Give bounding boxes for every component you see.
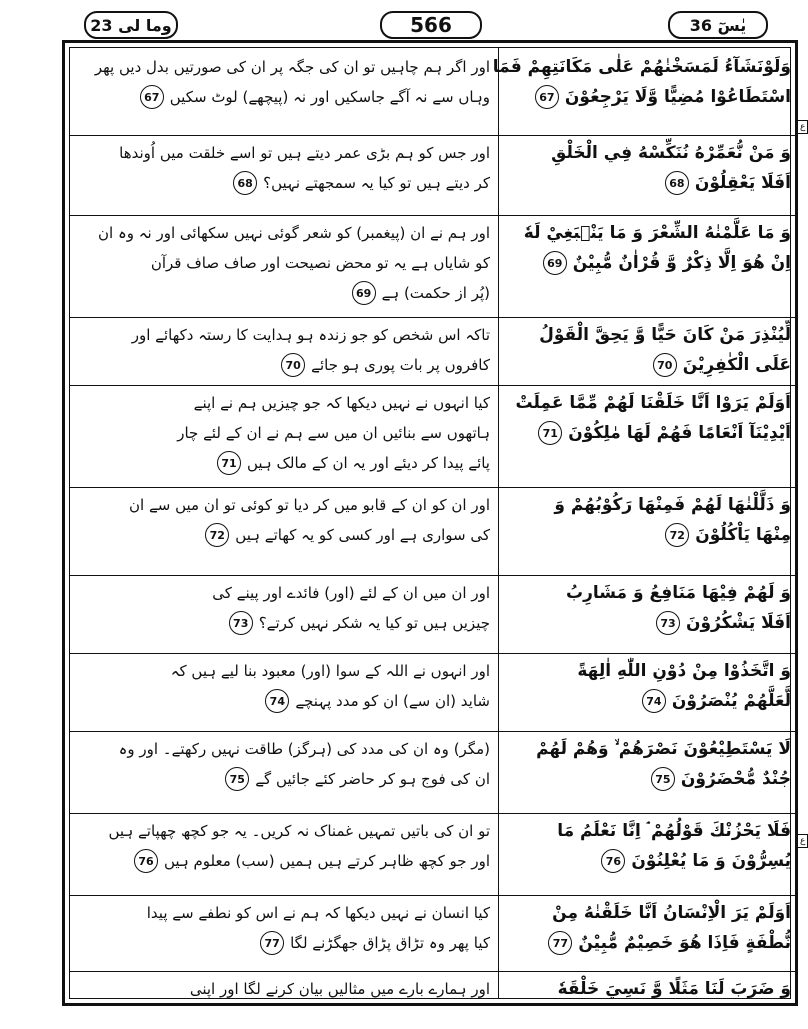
- urdu-line: [80, 218, 490, 248]
- urdu-text: کیا انہوں نے نہیں دیکھا کہ جو چیزیں ہم نے اپنے: [193, 394, 490, 412]
- urdu-text: اور انہوں نے اللہ کے سوا (اور) معبود بنا لیے ہیں کہ: [170, 662, 490, 680]
- arabic-text: جُنْدٌ مُّحْضَرُوْنَ: [680, 769, 791, 789]
- arabic-line: [505, 168, 791, 198]
- ayah-separator: [499, 135, 796, 136]
- arabic-line: [505, 218, 791, 248]
- urdu-text: کی سواری ہے اور کسی کو یہ کھاتے ہیں: [235, 526, 490, 544]
- arabic-line: [505, 816, 791, 846]
- urdu-text: کافروں پر بات پوری ہو جائے: [311, 356, 490, 374]
- arabic-text: وَ ضَرَبَ لَنَا مَثَلًا وَّ نَسِيَ خَلْقَهٗ: [557, 979, 791, 999]
- urdu-line: [80, 278, 490, 308]
- urdu-line: [80, 734, 490, 764]
- urdu-text: ہاتھوں سے بنائیں ان میں سے ہم نے ان کے لئے چار: [177, 424, 490, 442]
- urdu-line: [80, 490, 490, 520]
- ayah-number-marker: 74: [642, 689, 666, 713]
- ayah-number-marker: 67: [535, 85, 559, 109]
- arabic-line: [505, 138, 791, 168]
- urdu-text: کیا انسان نے نہیں دیکھا کہ ہم نے اس کو نطفے سے پیدا: [146, 904, 490, 922]
- ayah-separator: [499, 215, 796, 216]
- arabic-line: [505, 320, 791, 350]
- urdu-line: [80, 578, 490, 608]
- ayah-separator: [70, 215, 498, 216]
- urdu-translation-column: [70, 48, 498, 998]
- urdu-text: وہاں سے نہ آگے جاسکیں اور نہ (پیچھے) لوٹ سکیں: [169, 88, 490, 106]
- urdu-line: [80, 248, 490, 278]
- arabic-text: وَ مَنْ نُّعَمِّرْهُ نُنَكِّسْهُ فِي الْخَلْقِ: [551, 143, 791, 163]
- urdu-text: اور ان میں ان کے لئے (اور) فائدے اور پینے کی: [212, 584, 490, 602]
- arabic-line: [492, 52, 791, 82]
- text-frame: [62, 40, 806, 1006]
- urdu-text: تو ان کی باتیں تمہیں غمناک نہ کریں۔ یہ جو کچھ چھپاتے ہیں: [108, 822, 490, 840]
- urdu-text: کر دیتے ہیں تو کیا یہ سمجھتے نہیں؟: [263, 174, 490, 192]
- ayah-number-marker: 75: [225, 767, 249, 791]
- ayah-separator: [70, 135, 498, 136]
- urdu-text: (مگر) وہ ان کی مدد کی (ہرگز) طاقت نہیں رکھتے۔ اور وہ: [118, 740, 490, 758]
- arabic-text: اِنْ هُوَ اِلَّا ذِكْرٌ وَّ قُرْاٰنٌ مُّبِيْنٌ: [572, 253, 791, 273]
- urdu-line: [80, 520, 490, 550]
- urdu-line: [80, 764, 490, 794]
- arabic-line: [505, 418, 791, 448]
- ayah-number-marker: 67: [140, 85, 164, 109]
- urdu-line: [80, 168, 490, 198]
- arabic-line: [505, 898, 791, 928]
- arabic-text: اَوَلَمْ يَرَ الْاِنْسَانُ اَنَّا خَلَقْنٰهُ مِنْ: [552, 903, 791, 923]
- arabic-text: فَلَا يَحْزُنْكَ قَوْلُهُمْ ۘ اِنَّا نَعْلَمُ مَا: [557, 821, 791, 841]
- ayah-number-marker: 68: [665, 171, 689, 195]
- urdu-line: [80, 816, 490, 846]
- ayah-separator: [70, 653, 498, 654]
- arabic-text: نُّطْفَةٍ فَاِذَا هُوَ خَصِيْمٌ مُّبِيْنٌ: [578, 933, 791, 953]
- arabic-text: وَ لَهُمْ فِيْهَا مَنَافِعُ وَ مَشَارِبُ: [565, 583, 791, 603]
- arabic-text: يُسِرُّوْنَ وَ مَا يُعْلِنُوْنَ: [631, 851, 791, 871]
- urdu-text: تاکہ اس شخص کو جو زندہ ہو ہدایت کا رستہ دکھائے اور: [131, 326, 490, 344]
- ayah-number-marker: 77: [260, 931, 284, 955]
- arabic-line: [505, 608, 791, 638]
- urdu-text: اور ہمارے بارے میں مثالیں بیان کرنے لگا اور اپنی: [189, 980, 490, 998]
- ayah-number-marker: 76: [134, 849, 158, 873]
- page-number: 566: [380, 11, 482, 39]
- ayah-number-marker: 70: [653, 353, 677, 377]
- arabic-text-column: [492, 48, 796, 999]
- urdu-text: کیا پھر وہ تڑاق پڑاق جھگڑنے لگا: [290, 934, 490, 952]
- ayah-separator: [70, 971, 498, 972]
- arabic-line: [505, 686, 791, 716]
- urdu-line: [80, 418, 490, 448]
- urdu-line: [80, 974, 490, 1004]
- arabic-text: وَ مَا عَلَّمْنٰهُ الشِّعْرَ وَ مَا يَنْۢبَغِيْ لَهٗ: [523, 223, 791, 243]
- urdu-text: اور ان کو ان کے قابو میں کر دیا تو کوئی تو ان میں سے ان: [129, 496, 490, 514]
- ayah-separator: [499, 575, 796, 576]
- arabic-text: وَلَوْنَشَآءُ لَمَسَخْنٰهُمْ عَلٰى مَكَانَتِهِمْ فَمَا: [492, 57, 791, 77]
- ayah-separator: [499, 317, 796, 318]
- arabic-line: [505, 490, 791, 520]
- arabic-line: [505, 578, 791, 608]
- urdu-text: پائے پیدا کر دیئے اور یہ ان کے مالک ہیں: [246, 454, 490, 472]
- surah-label: یٰسٓ 36: [668, 11, 768, 39]
- urdu-line: [80, 52, 490, 82]
- urdu-text: (پُر از حکمت) ہے: [381, 284, 490, 302]
- arabic-text: لِّيُنْذِرَ مَنْ كَانَ حَيًّا وَّ يَحِقَّ الْقَوْلُ: [539, 325, 791, 345]
- ayah-number-marker: 74: [265, 689, 289, 713]
- urdu-text: اور ہم نے ان (پیغمبر) کو شعر گوئی نہیں سکھائی اور نہ وہ ان: [98, 224, 490, 242]
- arabic-text: وَ اتَّخَذُوْا مِنْ دُوْنِ اللّٰهِ اٰلِهَةً: [577, 661, 791, 681]
- arabic-line: [505, 764, 791, 794]
- urdu-text: اور اگر ہم چاہیں تو ان کی جگہ پر ان کی صورتیں بدل دیں پھر: [94, 58, 490, 76]
- ayah-number-marker: 70: [281, 353, 305, 377]
- ayah-separator: [499, 385, 796, 386]
- ayah-separator: [70, 813, 498, 814]
- part-label: وما لی 23: [84, 11, 178, 39]
- ayah-number-marker: 68: [233, 171, 257, 195]
- arabic-text: اَفَلَا يَعْقِلُوْنَ: [694, 173, 791, 193]
- arabic-line: [505, 82, 791, 112]
- arabic-text: مِنْهَا يَاْكُلُوْنَ: [695, 525, 791, 545]
- ayah-separator: [70, 895, 498, 896]
- urdu-text: ان کی فوج ہو کر حاضر کئے جائیں گے: [255, 770, 490, 788]
- arabic-text: اَيْدِيْنَآ اَنْعَامًا فَهُمْ لَهَا مٰلِكُوْنَ: [568, 423, 791, 443]
- arabic-text: عَلَى الْكٰفِرِيْنَ: [682, 355, 791, 375]
- quran-page: [62, 10, 806, 1015]
- urdu-line: [80, 898, 490, 928]
- ayah-number-marker: 75: [651, 767, 675, 791]
- arabic-line: [505, 928, 791, 958]
- ayah-separator: [70, 385, 498, 386]
- ayah-separator: [499, 653, 796, 654]
- urdu-line: [80, 320, 490, 350]
- arabic-text: اَفَلَا يَشْكُرُوْنَ: [685, 613, 791, 633]
- ayah-number-marker: 73: [656, 611, 680, 635]
- urdu-line: [80, 686, 490, 716]
- urdu-line: [80, 846, 490, 876]
- arabic-line: [505, 974, 791, 1004]
- ayah-separator: [499, 731, 796, 732]
- ayah-separator: [70, 487, 498, 488]
- arabic-text: اَوَلَمْ يَرَوْا اَنَّا خَلَقْنَا لَهُمْ مِّمَّا عَمِلَتْ: [515, 393, 791, 413]
- ayah-number-marker: 71: [217, 451, 241, 475]
- urdu-line: [80, 138, 490, 168]
- urdu-line: [80, 608, 490, 638]
- ayah-separator: [499, 487, 796, 488]
- ayah-separator: [70, 575, 498, 576]
- urdu-line: [80, 388, 490, 418]
- urdu-line: [80, 448, 490, 478]
- urdu-text: شاید (ان سے) ان کو مدد پہنچے: [295, 692, 490, 710]
- urdu-line: [80, 350, 490, 380]
- ayah-separator: [499, 971, 796, 972]
- urdu-line: [80, 928, 490, 958]
- arabic-text: اسْتَطَاعُوْا مُضِيًّا وَّلَا يَرْجِعُوْنَ: [564, 87, 791, 107]
- ayah-number-marker: 72: [205, 523, 229, 547]
- urdu-text: کو شایاں ہے یہ تو محض نصیحت اور صاف صاف قرآن: [150, 254, 490, 272]
- arabic-line: [505, 656, 791, 686]
- ayah-separator: [70, 317, 498, 318]
- arabic-line: [505, 520, 791, 550]
- ayah-number-marker: 69: [352, 281, 376, 305]
- ayah-number-marker: 71: [538, 421, 562, 445]
- urdu-text: اور جو کچھ ظاہر کرتے ہیں ہمیں (سب) معلوم ہیں: [164, 852, 490, 870]
- arabic-text: وَ ذَلَّلْنٰهَا لَهُمْ فَمِنْهَا رَكُوْبُهُمْ وَ: [554, 495, 791, 515]
- arabic-line: [505, 734, 791, 764]
- arabic-text: لَا يَسْتَطِيْعُوْنَ نَصْرَهُمْ ۙ وَهُمْ لَهُمْ: [536, 739, 791, 759]
- urdu-line: [80, 656, 490, 686]
- arabic-line: [505, 846, 791, 876]
- arabic-text: لَّعَلَّهُمْ يُنْصَرُوْنَ: [671, 691, 791, 711]
- inner-border: [69, 47, 806, 999]
- ayah-separator: [499, 813, 796, 814]
- ayah-separator: [499, 895, 796, 896]
- ayah-separator: [70, 731, 498, 732]
- ayah-number-marker: 76: [601, 849, 625, 873]
- ayah-number-marker: 77: [548, 931, 572, 955]
- ayah-number-marker: 69: [543, 251, 567, 275]
- page-header: [62, 10, 798, 38]
- urdu-line: [80, 82, 490, 112]
- arabic-line: [505, 350, 791, 380]
- arabic-line: [505, 248, 791, 278]
- ayah-number-marker: 73: [229, 611, 253, 635]
- arabic-line: [505, 388, 791, 418]
- urdu-text: چیزیں ہیں تو کیا یہ شکر نہیں کرتے؟: [258, 614, 490, 632]
- ayah-number-marker: 72: [665, 523, 689, 547]
- ruku-marker-lower: ع: [797, 834, 808, 848]
- urdu-text: اور جس کو ہم بڑی عمر دیتے ہیں تو اسے خلقت میں اُوندھا: [119, 144, 490, 162]
- ruku-marker-upper: ع: [797, 120, 808, 134]
